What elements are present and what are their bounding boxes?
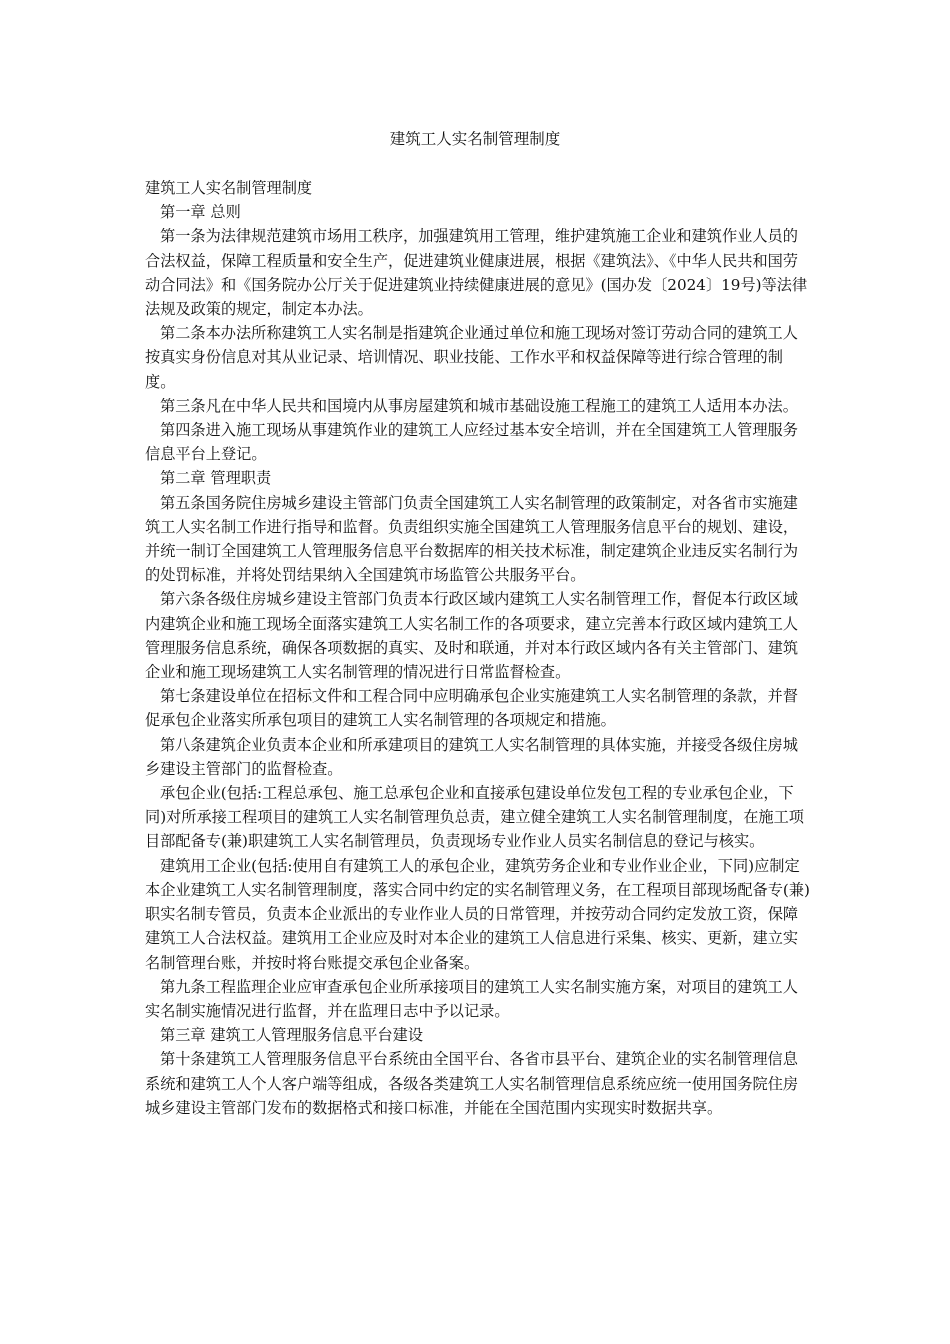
chapter-heading: 第一章 总则	[160, 203, 241, 222]
article-paragraph: 第五条国务院住房城乡建设主管部门负责全国建筑工人实名制管理的政策制定，对各省市实施建筑工人实名制工作进行指导和监督。负责组织实施全国建筑工人管理服务信息平台的规划、建设，并统一制订全国建筑工人管理服务信息平台数据库的相关技术标准，制定建筑企业违反实名制行为的处罚标准，并将处罚结果纳入全国建筑市场监管公共服务平台。	[145, 493, 799, 585]
article-paragraph: 第六条各级住房城乡建设主管部门负责本行政区域内建筑工人实名制管理工作，督促本行政区域内建筑企业和施工现场全面落实建筑工人实名制工作的各项要求，建立完善本行政区域内建筑工人管理服务信息系统，确保各项数据的真实、及时和联通，并对本行政区域内各有关主管部门、建筑企业和施工现场建筑工人实名制管理的情况进行日常监督检查。	[145, 590, 799, 682]
article-paragraph: 建筑用工企业(包括:使用自有建筑工人的承包企业，建筑劳务企业和专业作业企业，下同)应制定本企业建筑工人实名制管理制度，落实合同中约定的实名制管理义务，在工程项目部现场配备专(兼)职实名制专管员，负责本企业派出的专业作业人员的日常管理，并按劳动合同约定发放工资，保障建筑工人合法权益。建筑用工企业应及时对本企业的建筑工人信息进行采集、核实、更新，建立实名制管理台账，并按时将台账提交承包企业备案。	[145, 856, 810, 972]
article-paragraph: 第三条凡在中华人民共和国境内从事房屋建筑和城市基础设施工程施工的建筑工人适用本办法。	[160, 396, 798, 415]
chapter-heading: 第三章 建筑工人管理服务信息平台建设	[160, 1026, 424, 1045]
article-paragraph: 第一条为法律规范建筑市场用工秩序，加强建筑用工管理，维护建筑施工企业和建筑作业人员的合法权益，保障工程质量和安全生产，促进建筑业健康进展，根据《建筑法》、《中华人民共和国劳动合同法》和《国务院办公厅关于促进建筑业持续健康进展的意见》(国办发〔2024〕19号)等法律法规及政策的规定，制定本办法。	[145, 227, 808, 319]
article-paragraph: 承包企业(包括:工程总承包、施工总承包企业和直接承包建设单位发包工程的专业承包企业，下同)对所承接工程项目的建筑工人实名制管理负总责，建立健全建筑工人实名制管理制度，在施工项目部配备专(兼)职建筑工人实名制管理员，负责现场专业作业人员实名制信息的登记与核实。	[145, 784, 804, 851]
article-paragraph: 第九条工程监理企业应审查承包企业所承接项目的建筑工人实名制实施方案，对项目的建筑工人实名制实施情况进行监督，并在监理日志中予以记录。	[145, 977, 798, 1020]
document-body	[145, 176, 811, 1120]
article-paragraph: 第二条本办法所称建筑工人实名制是指建筑企业通过单位和施工现场对签订劳动合同的建筑工人按真实身份信息对其从业记录、培训情况、职业技能、工作水平和权益保障等进行综合管理的制度。	[145, 324, 798, 391]
body-heading: 建筑工人实名制管理制度	[145, 179, 313, 197]
article-paragraph: 第十条建筑工人管理服务信息平台系统由全国平台、各省市县平台、建筑企业的实名制管理信息系统和建筑工人个人客户端等组成，各级各类建筑工人实名制管理信息系统应统一使用国务院住房城乡建设主管部门发布的数据格式和接口标准，并能在全国范围内实现实时数据共享。	[145, 1050, 799, 1117]
document-title: 建筑工人实名制管理制度	[389, 130, 561, 148]
article-paragraph: 第八条建筑企业负责本企业和所承建项目的建筑工人实名制管理的具体实施，并接受各级住房城乡建设主管部门的监督检查。	[145, 735, 798, 778]
chapter-heading: 第二章 管理职责	[160, 469, 272, 488]
article-paragraph: 第四条进入施工现场从事建筑作业的建筑工人应经过基本安全培训，并在全国建筑工人管理服务信息平台上登记。	[145, 421, 798, 464]
article-paragraph: 第七条建设单位在招标文件和工程合同中应明确承包企业实施建筑工人实名制管理的条款，并督促承包企业落实所承包项目的建筑工人实名制管理的各项规定和措施。	[145, 687, 798, 730]
